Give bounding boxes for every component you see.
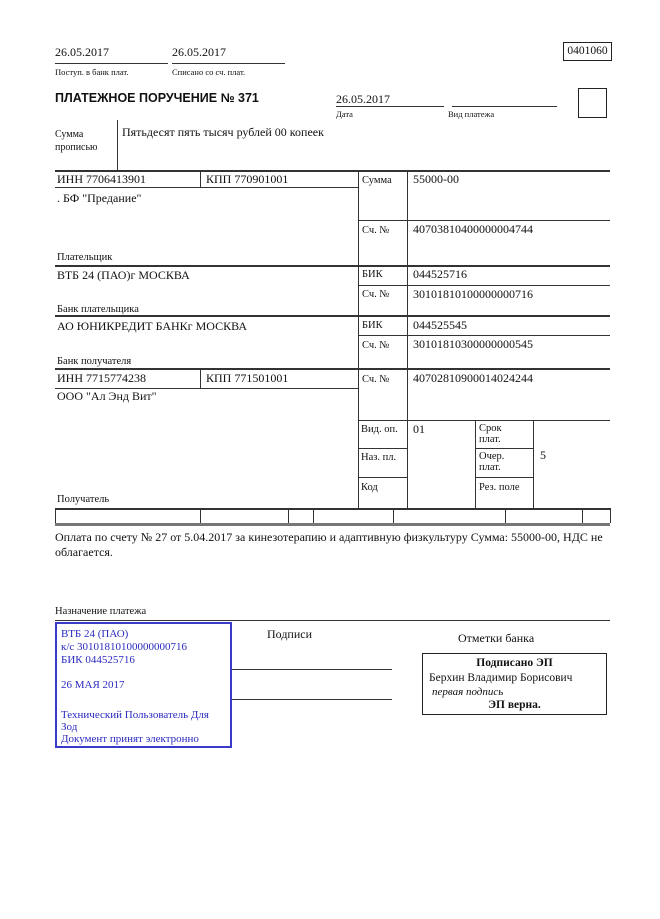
- table-line: [55, 508, 610, 510]
- payment-purpose-label: Назначение платежа: [55, 606, 147, 617]
- form-code: 0401060: [567, 45, 608, 57]
- received-date: 26.05.2017: [55, 45, 109, 59]
- stamp-status: Документ принят электронно: [61, 733, 199, 745]
- payment-purpose-text: Оплата по счету № 27 от 5.04.2017 за кинезотерапию и адаптивную физкультуру Сумма: 55000-00, НДС не облагается.: [55, 530, 603, 559]
- table-line: [533, 420, 534, 508]
- table-line: [200, 170, 201, 187]
- reserve-field-label: Рез. поле: [479, 482, 520, 493]
- pay-order-value: 5: [540, 448, 546, 462]
- table-line: [55, 315, 610, 317]
- signed-ep-title: Подписано ЭП: [476, 657, 553, 669]
- payer-account-label: Сч. №: [362, 225, 390, 236]
- payer-inn: ИНН 7706413901: [57, 172, 146, 186]
- divider: [452, 106, 557, 107]
- table-line: [313, 508, 314, 523]
- payee-name: ООО "Ал Энд Вит": [57, 389, 157, 403]
- table-line: [475, 477, 533, 478]
- payer-bank-account: 30101810100000000716: [413, 287, 533, 301]
- payer-name: . БФ "Предание": [57, 191, 142, 205]
- table-line: [358, 170, 359, 508]
- sum-value: 55000-00: [413, 172, 459, 186]
- stamp-corr-account: к/с 30101810100000000716: [61, 641, 188, 653]
- payee-account-label: Сч. №: [362, 374, 390, 385]
- signature-role: первая подпись: [432, 686, 504, 698]
- table-line: [358, 477, 407, 478]
- payee-kpp: КПП 771501001: [206, 371, 289, 385]
- table-line: [475, 420, 476, 508]
- signer-name: Берхин Владимир Борисович: [429, 672, 573, 684]
- payer-bank-account-label: Сч. №: [362, 289, 390, 300]
- divider: [55, 63, 168, 64]
- payer-account: 40703810400000004744: [413, 222, 533, 236]
- stamp-user-line1: Технический Пользователь Для: [61, 709, 209, 721]
- payer-kpp: КПП 770901001: [206, 172, 289, 186]
- table-line: [55, 187, 358, 188]
- signature-line: [232, 699, 392, 700]
- op-type-value: 01: [413, 422, 425, 436]
- code-label: Код: [361, 482, 378, 493]
- stamp-user-line2: Зод: [61, 721, 78, 733]
- table-line: [393, 508, 394, 523]
- amount-in-words: Пятьдесят пять тысяч рублей 00 копеек: [122, 125, 324, 139]
- divider: [55, 620, 610, 621]
- divider: [172, 63, 285, 64]
- table-line: [475, 448, 533, 449]
- payee-bank-account: 30101810300000000545: [413, 337, 533, 351]
- table-line: [55, 368, 610, 370]
- payer-bank-name: ВТБ 24 (ПАО)г МОСКВА: [57, 268, 190, 282]
- form-code-box: [563, 42, 612, 61]
- payer-bank-bik-label: БИК: [362, 269, 383, 280]
- table-line: [582, 508, 583, 523]
- ep-verified-text: ЭП верна.: [488, 699, 541, 711]
- payee-bank-account-label: Сч. №: [362, 340, 390, 351]
- pay-order-label: Очер. плат.: [479, 451, 505, 473]
- op-type-label: Вид. оп.: [361, 424, 398, 435]
- debited-date: 26.05.2017: [172, 45, 226, 59]
- table-line: [358, 285, 610, 286]
- divider: [117, 120, 118, 170]
- payer-section-label: Плательщик: [57, 252, 113, 263]
- payment-type-label: Вид платежа: [448, 109, 495, 119]
- pay-term-label: Срок плат.: [479, 423, 502, 445]
- payer-bank-section-label: Банк плательщика: [57, 304, 139, 315]
- payee-bank-bik-label: БИК: [362, 320, 383, 331]
- table-line: [610, 508, 611, 523]
- table-line: [407, 170, 408, 508]
- stamp-date: 26 МАЯ 2017: [61, 679, 125, 691]
- table-line: [358, 335, 610, 336]
- stamp-bank-name: ВТБ 24 (ПАО): [61, 628, 129, 640]
- table-line: [358, 448, 407, 449]
- signatures-title: Подписи: [267, 627, 313, 641]
- payee-bank-bik: 044525545: [413, 318, 467, 332]
- purpose-code-label: Наз. пл.: [361, 452, 397, 463]
- divider: [336, 106, 444, 107]
- document-title: ПЛАТЕЖНОЕ ПОРУЧЕНИЕ № 371: [55, 91, 259, 105]
- payment-type-box: [578, 88, 607, 118]
- payee-bank-section-label: Банк получателя: [57, 356, 132, 367]
- table-line: [288, 508, 289, 523]
- debited-date-label: Списано со сч. плат.: [172, 67, 246, 77]
- payee-section-label: Получатель: [57, 494, 110, 505]
- table-line: [200, 368, 201, 388]
- amount-words-label-2: прописью: [55, 142, 98, 153]
- stamp-bik: БИК 044525716: [61, 654, 135, 666]
- table-line: [200, 508, 201, 523]
- table-line: [358, 420, 610, 421]
- payee-bank-name: АО ЮНИКРЕДИТ БАНКг МОСКВА: [57, 319, 247, 333]
- document-date: 26.05.2017: [336, 92, 390, 106]
- date-label: Дата: [336, 109, 353, 119]
- table-line: [55, 265, 610, 267]
- sum-label: Сумма: [362, 175, 392, 186]
- received-date-label: Поступ. в банк плат.: [55, 67, 129, 77]
- payee-account: 40702810900014024244: [413, 371, 533, 385]
- table-bottom-line: [55, 523, 610, 526]
- table-line: [505, 508, 506, 523]
- amount-words-label-1: Сумма: [55, 129, 84, 140]
- signature-line: [232, 669, 392, 670]
- payee-inn: ИНН 7715774238: [57, 371, 146, 385]
- payer-bank-bik: 044525716: [413, 267, 467, 281]
- table-line: [358, 220, 610, 221]
- table-line: [55, 508, 56, 523]
- bank-marks-title: Отметки банка: [458, 631, 535, 645]
